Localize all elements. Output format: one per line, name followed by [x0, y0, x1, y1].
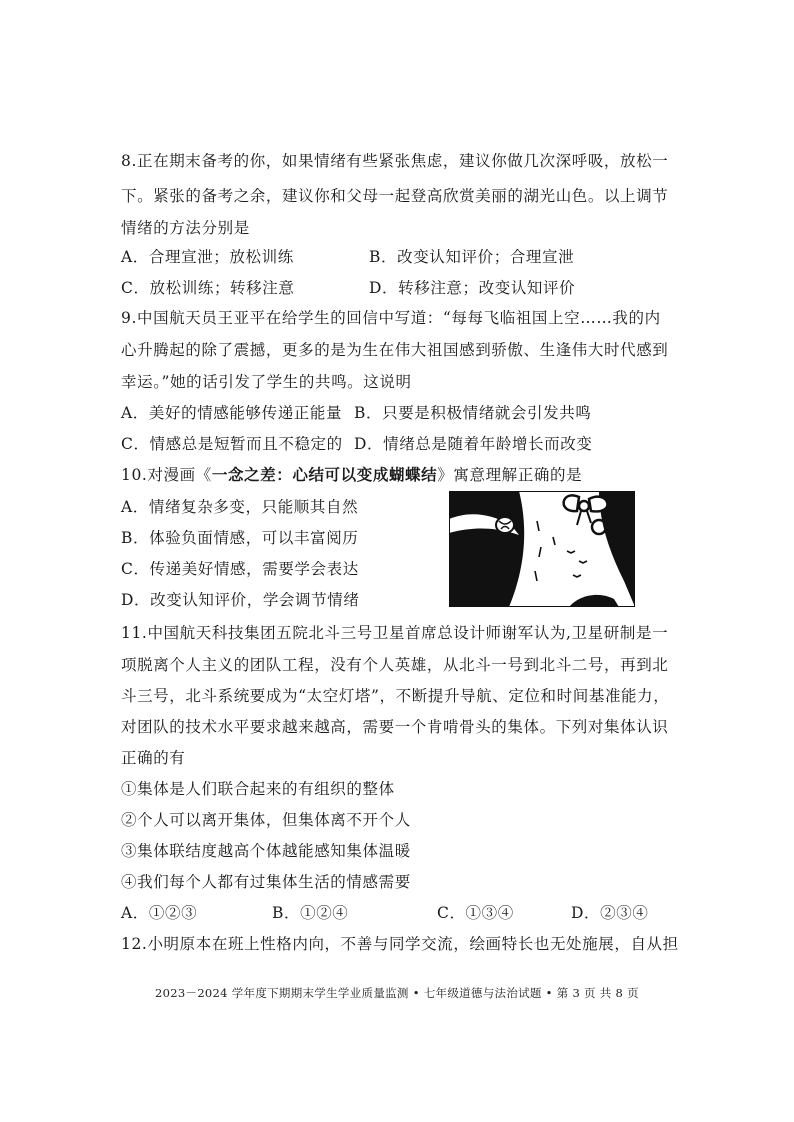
- cartoon-knot: [496, 517, 514, 533]
- q10-option-c: C．传递美好情感，需要学会表达: [121, 560, 359, 578]
- q12-stem-line-1: 12.小明原本在班上性格内向，不善与同学交流，绘画特长也无处施展，自从担: [121, 935, 679, 953]
- cartoon-bow-right: [589, 497, 607, 512]
- q11-stem-line-1: 11.中国航天科技集团五院北斗三号卫星首席总设计师谢军认为,卫星研制是一: [121, 624, 669, 642]
- q9-stem-line-1: 9.中国航天员王亚平在给学生的回信中写道：“每每飞临祖国上空……我的内: [121, 309, 661, 327]
- cartoon-bow-center: [579, 501, 589, 511]
- q11-statement-4: ④我们每个人都有过集体生活的情感需要: [121, 873, 411, 891]
- page-footer: 2023－2024 学年度下期期末学生学业质量监测 • 七年级道德与法治试题 • 第 3 页 共 8 页: [155, 986, 639, 1000]
- q10-option-d: D．改变认知评价，学会调节情绪: [121, 591, 360, 609]
- q11-statement-1: ①集体是人们联合起来的有组织的整体: [121, 780, 395, 798]
- q11-stem-line-2: 项脱离个人主义的团队工程，没有个人英雄，从北斗一号到北斗二号，再到北: [121, 656, 669, 674]
- q10-stem-suffix: 》寓意理解正确的是: [437, 466, 583, 484]
- q9-stem-line-2: 心升腾起的除了震撼，更多的是为生在伟大祖国感到骄傲、生逢伟大时代感到: [121, 341, 669, 359]
- q9-option-d: D．情绪总是随着年龄增长而改变: [354, 435, 593, 453]
- q11-stem-line-4: 对团队的技术水平要求越来越高，需要一个肯啃骨头的集体。下列对集体认识: [121, 718, 669, 736]
- q10-stem: [121, 465, 582, 485]
- q10-option-b: B．体验负面情感，可以丰富阅历: [121, 529, 359, 547]
- q10-cartoon-title: 一念之差：心结可以变成蝴蝶结: [211, 465, 438, 484]
- q8-stem-line-2: 下。紧张的备考之余，建议你和父母一起登高欣赏美丽的湖光山色。以上调节: [121, 187, 669, 205]
- q8-option-b: B．改变认知评价；合理宣泄: [369, 248, 575, 266]
- q11-stem-line-5: 正确的有: [121, 749, 186, 767]
- q9-option-a: A．美好的情感能够传递正能量: [121, 404, 343, 422]
- q8-option-a: A．合理宣泄；放松训练: [121, 248, 294, 266]
- q10-option-a: A．情绪复杂多变，只能顺其自然: [121, 498, 359, 516]
- q11-option-c: C．①③④: [437, 904, 514, 922]
- q10-stem-prefix: 10.对漫画《: [121, 466, 212, 484]
- q11-statement-3: ③集体联结度越高个体越能感知集体温暖: [121, 842, 411, 860]
- q11-statement-2: ②个人可以离开集体，但集体离不开个人: [121, 811, 411, 829]
- q9-stem-line-3: 幸运。”她的话引发了学生的共鸣。这说明: [121, 373, 412, 391]
- q8-stem-line-1: 8.正在期末备考的你，如果情绪有些紧张焦虑，建议你做几次深呼吸，放松一: [121, 152, 669, 170]
- q11-option-a: A．①②③: [121, 904, 198, 922]
- q8-stem-line-3: 情绪的方法分别是: [121, 219, 250, 237]
- q9-option-b: B．只要是积极情绪就会引发共鸣: [354, 404, 592, 422]
- cartoon-illustration-icon: [449, 491, 635, 607]
- q11-stem-line-3: 斗三号，北斗系统要成为“太空灯塔”，不断提升导航、定位和时间基准能力，: [121, 687, 670, 705]
- q8-option-d: D．转移注意；改变认知评价: [369, 279, 576, 297]
- cartoon-bow-left: [564, 495, 579, 511]
- q9-option-c: C．情感总是短暂而且不稳定的: [121, 435, 343, 453]
- q8-option-c: C．放松训练；转移注意: [121, 279, 295, 297]
- q11-option-b: B．①②④: [272, 904, 349, 922]
- q11-option-d: D．②③④: [571, 904, 649, 922]
